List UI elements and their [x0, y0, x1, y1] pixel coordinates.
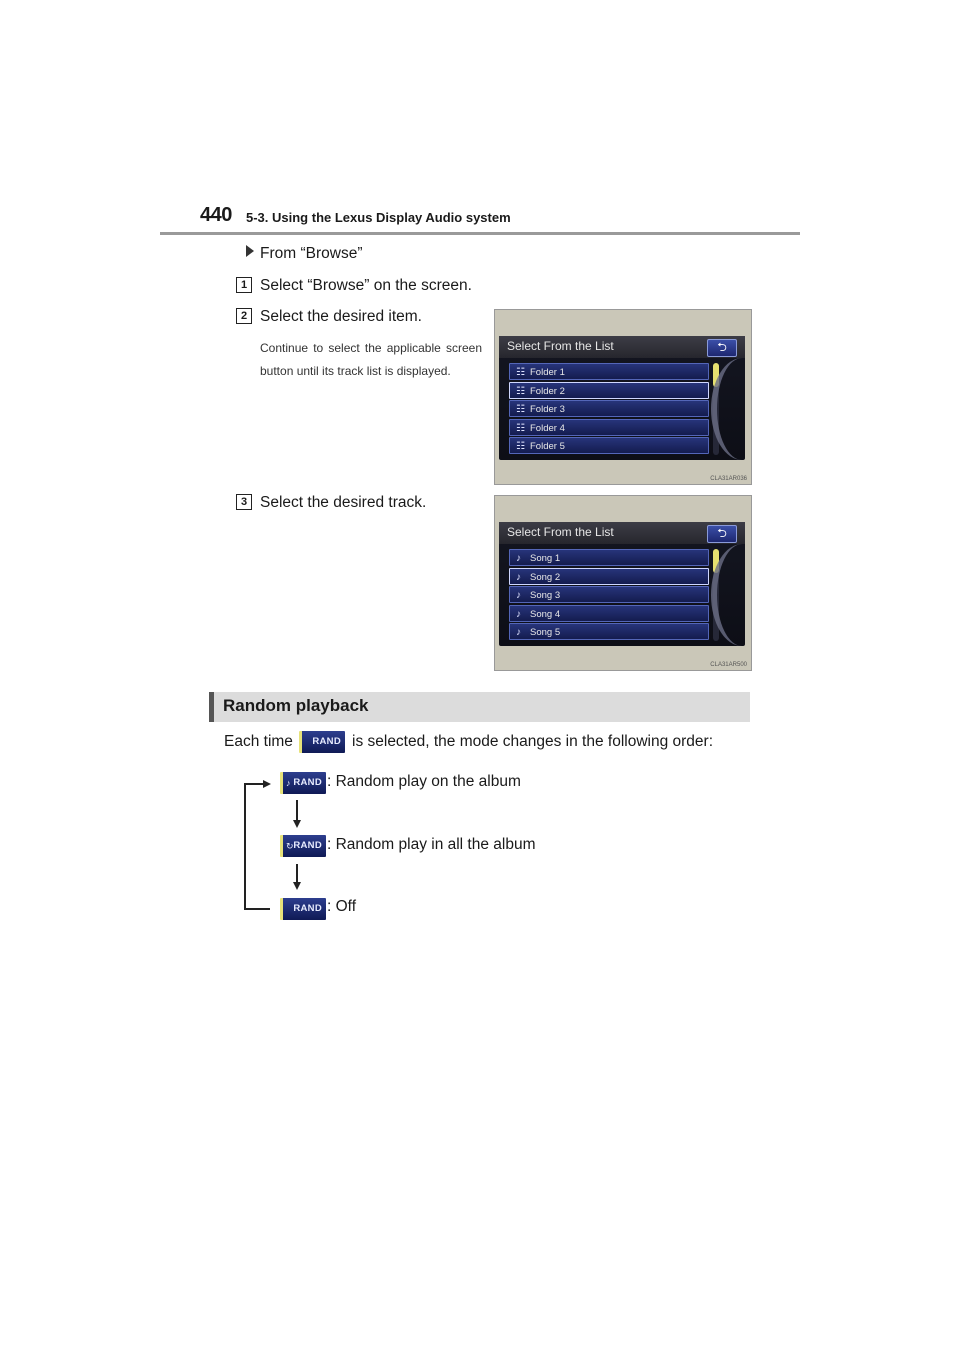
list-item[interactable] [509, 605, 709, 622]
back-arrow-icon[interactable]: ⮌ [707, 339, 737, 357]
folder-icon: ☷ [516, 404, 525, 416]
flow-bottom-line [244, 908, 270, 910]
rand-off-button[interactable] [280, 898, 326, 920]
mode-off-label: : Off [327, 898, 357, 915]
list-item[interactable] [509, 623, 709, 640]
list-item[interactable] [509, 437, 709, 454]
list-item-label: Song 4 [530, 608, 561, 620]
music-note-icon: ♪ [516, 571, 521, 583]
step-number-2: 2 [236, 308, 252, 324]
music-note-icon: ♪ [516, 590, 521, 602]
header-rule [160, 232, 800, 235]
list-item-label: Folder 3 [530, 404, 565, 416]
list-item-label: Song 3 [530, 590, 561, 602]
rand-button-label: RAND [293, 840, 322, 851]
music-note-icon: ♪ [516, 608, 521, 620]
random-playback-heading-bar [209, 692, 750, 722]
browse-heading [246, 244, 362, 264]
mode-album-label: : Random play on the album [327, 773, 521, 790]
rand-button-label: RAND [293, 777, 322, 788]
list-item[interactable] [509, 568, 709, 585]
music-note-icon: ♪ [516, 553, 521, 564]
screen-header [499, 336, 745, 358]
figure-code: CLA31AR500 [710, 662, 747, 668]
folder-list-figure [494, 309, 752, 485]
rand-button-label: RAND [312, 736, 341, 747]
step-1-text: Select “Browse” on the screen. [260, 277, 472, 294]
step-2-text: Select the desired item. [260, 308, 422, 325]
display-screen [499, 336, 745, 460]
page-number: 440 [200, 204, 232, 226]
folder-list [509, 363, 709, 456]
repeat-all-icon: ↻ [286, 841, 294, 851]
dial-arc [711, 544, 773, 646]
list-item-label: Folder 5 [530, 441, 565, 453]
list-item-label: Folder 1 [530, 367, 565, 378]
flow-down-line-1 [296, 800, 298, 822]
folder-icon: ☷ [516, 367, 525, 378]
song-list [509, 549, 709, 642]
mode-all-albums-label: : Random play in all the album [327, 836, 536, 853]
step-number-1: 1 [236, 277, 252, 293]
screen-header [499, 522, 745, 544]
random-playback-title: Random playback [223, 696, 369, 715]
screen-title: Select From the List [507, 339, 614, 353]
list-item-label: Song 1 [530, 553, 561, 564]
rand-button[interactable] [299, 731, 345, 753]
arrow-right-icon [263, 780, 271, 788]
display-screen [499, 522, 745, 646]
folder-icon: ☷ [516, 422, 525, 434]
back-arrow-icon[interactable]: ⮌ [707, 525, 737, 543]
triangle-bullet-icon [246, 245, 254, 257]
list-item[interactable] [509, 382, 709, 399]
random-intro-before: Each time [224, 733, 293, 750]
browse-heading-text: From “Browse” [260, 245, 363, 262]
list-item-label: Song 5 [530, 627, 561, 639]
list-item[interactable] [509, 549, 709, 566]
music-note-icon: ♪ [286, 778, 291, 788]
list-item[interactable] [509, 400, 709, 417]
list-item-label: Folder 2 [530, 385, 565, 397]
list-item-label: Song 2 [530, 571, 561, 583]
rand-all-albums-button[interactable] [280, 835, 326, 857]
arrow-down-icon [293, 820, 301, 828]
list-item-label: Folder 4 [530, 422, 565, 434]
folder-icon: ☷ [516, 385, 525, 397]
step-3-text: Select the desired track. [260, 494, 427, 511]
list-item[interactable] [509, 419, 709, 436]
list-item[interactable] [509, 586, 709, 603]
random-intro-after: is selected, the mode changes in the following order: [352, 733, 714, 750]
step-2-note: Continue to select the applicable screen button until its track list is displayed. [260, 341, 482, 378]
rand-button-label: RAND [293, 903, 322, 914]
song-list-figure [494, 495, 752, 671]
flow-down-line-2 [296, 864, 298, 884]
arrow-down-icon [293, 882, 301, 890]
list-item[interactable] [509, 363, 709, 380]
folder-icon: ☷ [516, 441, 525, 453]
section-title: 5-3. Using the Lexus Display Audio system [246, 210, 511, 225]
flow-return-line [244, 783, 246, 909]
step-number-3: 3 [236, 494, 252, 510]
music-note-icon: ♪ [516, 627, 521, 639]
rand-album-button[interactable] [280, 772, 326, 794]
figure-code: CLA31AR036 [710, 476, 747, 482]
screen-title: Select From the List [507, 525, 614, 539]
dial-arc [711, 358, 773, 460]
flow-top-line [244, 783, 264, 785]
